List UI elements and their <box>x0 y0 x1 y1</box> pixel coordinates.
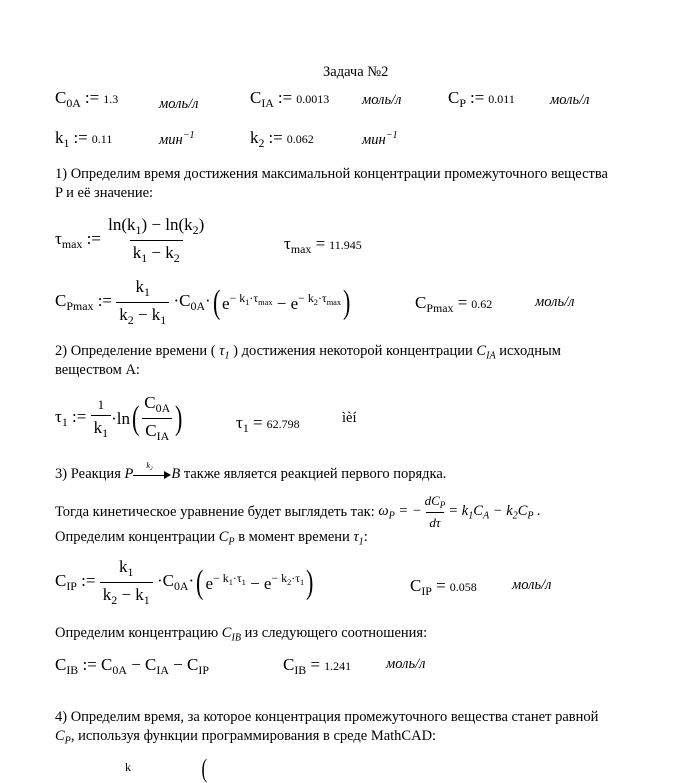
cip-formula: $C_{IP}$ := $\frac{k_1}{k_2 - k_1}$ $\cdot C_{0A}\cdot$( $e^{- k_1\cdot\tau_1} - e^{- k_2\cdot\tau_1}$) <box>55 557 314 608</box>
unit-cia: моль/л <box>362 92 402 108</box>
s3-line3: Определим концентрации $C_P$ в момент времени $\tau_1$: <box>55 529 368 548</box>
unit-cp: моль/л <box>550 92 590 108</box>
s3-line1: 3) Реакция P $k_2$ B также является реакцией первого порядка. <box>55 460 447 482</box>
tau1-result: $\tau_1 = 62.798$ <box>236 413 300 436</box>
cp-max-formula: $C_{Pmax}$ := $\frac{k_1}{k_2 - k_1}$ $\cdot C_{0A}\cdot$( $e^{- k_1\cdot\tau_{max}} - e^{- k_2\cdot\tau_{max}}$) <box>55 277 351 328</box>
s4-line2: $C_P$, используя функции программирования в среде MathCAD: <box>55 728 437 747</box>
s2-heading-line2: веществом А: <box>55 362 140 378</box>
s3-line2: Тогда кинетическое уравнение будет выглядеть так: $\omega_P$ = − $\frac{dC_P}{d\tau}$ = $k_1C_A - k_2C_P$ . <box>55 493 541 531</box>
cp-max-unit: моль/л <box>535 294 575 310</box>
cib-unit: моль/л <box>386 656 426 672</box>
s4-partial-paren: ( <box>201 754 208 783</box>
unit-k1: мин$^{-1}$ <box>159 130 195 149</box>
s1-heading-line2: P и её значение: <box>55 185 154 201</box>
cip-unit: моль/л <box>512 577 552 593</box>
param-k1: $k_1$ := 0.11 <box>55 128 113 151</box>
param-cp: $C_P$ := 0.011 <box>448 88 515 111</box>
s2-heading-line1: 2) Определение времени ( $\tau_1$ ) достижения некоторой концентрации $C_{IA}$ исходным <box>55 343 561 362</box>
tau-max-formula: $\tau_{max}$ := $\frac{\ln(k_1) - \ln(k_2)}{k_1 - k_2}$ <box>55 215 205 266</box>
tau1-unit: ìèí <box>342 410 357 426</box>
s4-partial-formula: k <box>125 760 131 774</box>
cib-result: $C_{IB} = 1.241$ <box>283 655 352 678</box>
param-c0a: $C_{0A}$ := 1.3 <box>55 88 119 111</box>
cip-result: $C_{IP} = 0.058$ <box>410 576 477 599</box>
s3-line4: Определим концентрацию $C_{IB}$ из следующего соотношения: <box>55 625 428 644</box>
task-title: Задача №2 <box>323 64 389 80</box>
param-cia: $C_{IA}$ := 0.0013 <box>250 88 330 111</box>
s1-heading-line1: 1) Определим время достижения максимальной концентрации промежуточного вещества <box>55 166 608 182</box>
unit-c0a: моль/л <box>159 96 199 112</box>
tau-max-result: $\tau_{max} = 11.945$ <box>284 234 362 257</box>
s4-line1: 4) Определим время, за которое концентрация промежуточного вещества станет равной <box>55 709 599 725</box>
cib-formula: $C_{IB}$ := $C_{0A} - C_{IA} - C_{IP}$ <box>55 655 209 678</box>
unit-k2: мин$^{-1}$ <box>362 130 398 149</box>
tau1-formula: $\tau_1$ := $\frac{1}{k_1}$ ·ln( $\frac{C_{0A}}{C_{IA}}$ ) <box>55 393 183 444</box>
cp-max-result: $C_{Pmax} = 0.62$ <box>415 293 493 316</box>
param-k2: $k_2$ := 0.062 <box>250 128 314 151</box>
